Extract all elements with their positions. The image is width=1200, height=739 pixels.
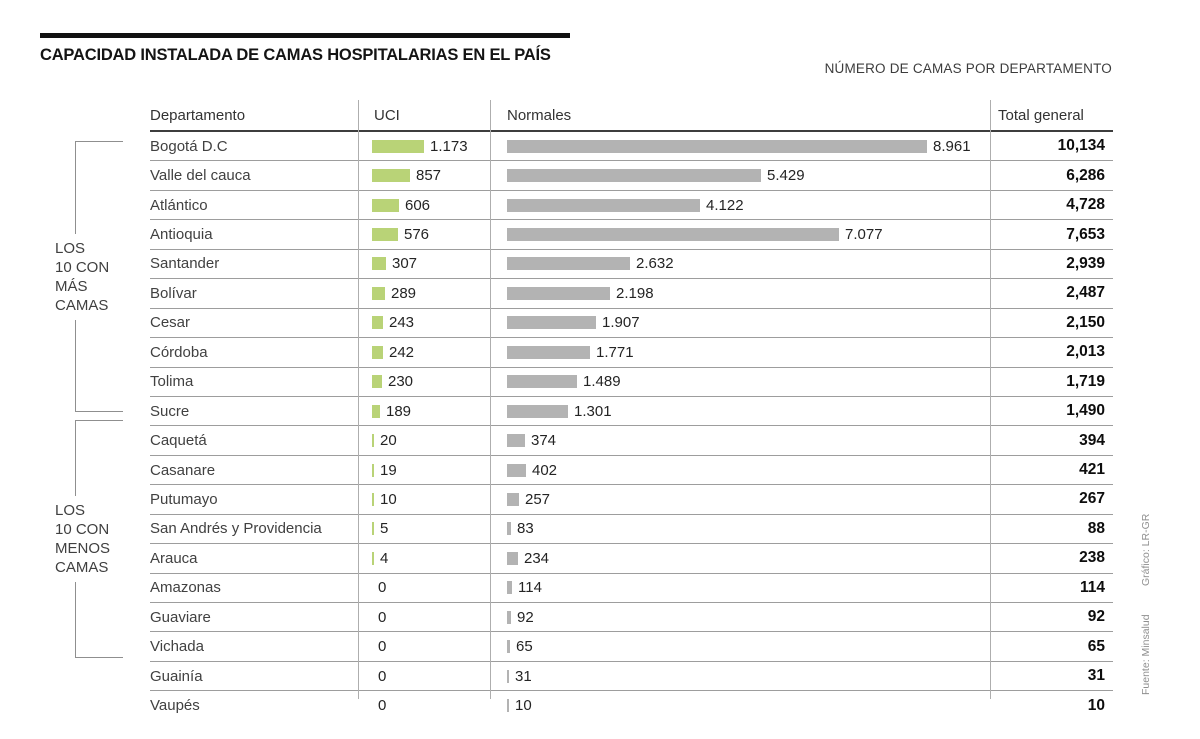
normales-value: 2.632 [636,255,674,273]
uci-cell [358,491,490,508]
department-name: Bogotá D.C [150,137,228,155]
department-name: Guainía [150,667,203,685]
uci-value: 20 [380,432,397,450]
uci-value: 857 [416,167,442,185]
normales-value: 1.489 [583,373,621,391]
header-normales: Normales [507,106,572,124]
uci-value: 289 [391,284,417,302]
table-header [150,100,1113,132]
uci-cell [358,226,490,243]
group-label-line: 10 CON [55,521,110,538]
uci-cell [358,314,490,331]
credit-text: Gráfico: LR-GR [1140,513,1152,586]
uci-cell [358,668,490,685]
normales-value: 1.907 [602,314,640,332]
uci-value: 242 [389,343,415,361]
normales-value: 114 [518,579,542,597]
uci-value: 4 [380,549,389,567]
uci-value: 19 [380,461,397,479]
uci-bar [372,169,410,182]
total-value: 65 [1087,637,1105,655]
table-row [150,603,1113,632]
uci-bar [372,287,385,300]
group-label-line: MENOS [55,540,111,557]
uci-value: 0 [378,697,387,715]
uci-cell [358,697,490,714]
normales-cell [490,668,990,685]
normales-bar [507,228,839,241]
department-name: Bolívar [150,284,197,302]
department-name: Amazonas [150,579,221,597]
normales-bar [507,434,525,447]
department-name: Santander [150,255,220,273]
uci-cell [358,285,490,302]
normales-bar [507,375,577,388]
department-name: Atlántico [150,196,208,214]
source-credit [1140,513,1156,695]
group-label-line: 10 CON [55,258,110,276]
normales-value: 83 [517,520,534,538]
group-label-line: LOS [55,502,86,519]
table-row [150,250,1113,279]
table-row [150,485,1113,514]
department-name: Sucre [150,402,190,420]
bracket-line [75,141,123,234]
uci-value: 0 [378,638,387,656]
uci-value: 10 [380,490,397,508]
uci-value: 576 [404,226,430,244]
normales-cell [490,697,990,714]
normales-value: 2.198 [616,284,654,302]
total-value: 421 [1079,461,1105,479]
department-name: Guaviare [150,608,211,626]
group-bracket-most-beds [55,141,123,412]
department-name: Casanare [150,461,216,479]
title-rule [40,33,570,38]
uci-cell [358,138,490,155]
total-value: 2,013 [1066,343,1105,361]
group-bracket-fewest-beds [55,420,123,658]
table-row [150,515,1113,544]
total-value: 2,487 [1066,284,1105,302]
table-row [150,220,1113,249]
table-row [150,397,1113,426]
normales-value: 374 [531,432,557,450]
uci-cell [358,520,490,537]
normales-bar [507,522,511,535]
total-value: 31 [1087,667,1105,685]
total-value: 394 [1079,431,1105,449]
total-value: 2,939 [1066,254,1105,272]
normales-cell [490,462,990,479]
bracket-line [75,420,123,496]
group-label-fewest-beds [55,496,123,582]
normales-cell [490,432,990,449]
total-value: 1,719 [1066,372,1105,390]
total-value: 92 [1087,608,1105,626]
group-label-line: CAMAS [55,296,109,314]
normales-bar [507,552,518,565]
normales-cell [490,373,990,390]
normales-value: 234 [524,549,550,567]
normales-cell [490,550,990,567]
uci-bar [372,199,399,212]
normales-cell [490,638,990,655]
total-value: 238 [1079,549,1105,567]
group-label-line: CAMAS [55,559,109,576]
uci-cell [358,638,490,655]
total-value: 88 [1087,519,1105,537]
normales-cell [490,255,990,272]
normales-value: 8.961 [933,137,971,155]
normales-bar [507,581,512,594]
uci-bar [372,464,374,477]
department-name: Arauca [150,549,198,567]
normales-value: 10 [515,697,532,715]
group-label-line: LOS [55,239,86,257]
normales-value: 4.122 [706,196,744,214]
total-value: 1,490 [1066,402,1105,420]
department-name: Córdoba [150,343,208,361]
normales-cell [490,609,990,626]
table-row [150,544,1113,573]
uci-cell [358,167,490,184]
normales-bar [507,493,519,506]
page-subtitle: NÚMERO DE CAMAS POR DEPARTAMENTO [824,61,1112,76]
normales-bar [507,316,596,329]
header-total-general: Total general [998,106,1084,124]
group-label-most-beds [55,234,123,320]
total-value: 114 [1079,578,1105,596]
normales-bar [507,640,510,653]
department-name: Cesar [150,314,191,332]
column-divider [990,100,991,699]
department-name: San Andrés y Providencia [150,520,322,538]
normales-bar [507,169,761,182]
department-name: Vichada [150,638,204,656]
department-name: Caquetá [150,432,207,450]
department-name: Antioquia [150,226,213,244]
uci-value: 1.173 [430,137,468,155]
total-value: 6,286 [1066,166,1105,184]
normales-bar [507,464,526,477]
normales-cell [490,579,990,596]
normales-bar [507,405,568,418]
uci-bar [372,434,374,447]
uci-bar [372,140,424,153]
department-name: Vaupés [150,697,200,715]
source-text: Fuente: Minsalud [1140,614,1152,695]
uci-cell [358,197,490,214]
table-body [150,132,1113,720]
uci-value: 5 [380,520,389,538]
uci-bar [372,405,380,418]
normales-value: 7.077 [845,226,883,244]
column-divider [358,100,359,699]
normales-bar [507,699,509,712]
normales-cell [490,520,990,537]
normales-value: 1.771 [596,343,634,361]
uci-value: 606 [405,196,431,214]
normales-cell [490,403,990,420]
header-uci: UCI [374,106,400,124]
uci-cell [358,579,490,596]
uci-value: 189 [386,402,412,420]
table-row [150,279,1113,308]
table-row [150,691,1113,719]
uci-bar [372,257,386,270]
uci-value: 0 [378,579,387,597]
total-value: 10 [1087,696,1105,714]
uci-cell [358,255,490,272]
uci-bar [372,228,398,241]
normales-value: 5.429 [767,167,805,185]
uci-cell [358,432,490,449]
uci-bar [372,552,374,565]
normales-bar [507,140,927,153]
total-value: 267 [1079,490,1105,508]
table-row [150,426,1113,455]
normales-bar [507,257,630,270]
uci-bar [372,375,382,388]
normales-bar [507,287,610,300]
normales-cell [490,226,990,243]
bracket-line [75,320,123,413]
header-departamento: Departamento [150,106,246,124]
normales-cell [490,167,990,184]
total-value: 10,134 [1057,137,1105,155]
department-name: Valle del cauca [150,167,251,185]
table-row [150,368,1113,397]
table-row [150,632,1113,661]
page-title: CAPACIDAD INSTALADA DE CAMAS HOSPITALARIAS EN EL PAÍS [40,46,551,64]
normales-value: 65 [516,638,533,656]
uci-value: 307 [392,255,418,273]
normales-value: 92 [517,608,534,626]
table-row [150,574,1113,603]
normales-value: 402 [532,461,558,479]
normales-cell [490,197,990,214]
column-divider [490,100,491,699]
table-row [150,161,1113,190]
bracket-line [75,582,123,658]
normales-cell [490,285,990,302]
total-value: 2,150 [1066,313,1105,331]
uci-cell [358,373,490,390]
normales-cell [490,344,990,361]
total-value: 7,653 [1066,225,1105,243]
uci-bar [372,522,374,535]
normales-cell [490,491,990,508]
normales-bar [507,670,509,683]
uci-cell [358,550,490,567]
table-row [150,191,1113,220]
normales-value: 31 [515,667,532,685]
uci-cell [358,403,490,420]
uci-value: 0 [378,608,387,626]
uci-value: 230 [388,373,414,391]
normales-value: 257 [525,490,551,508]
normales-bar [507,199,700,212]
normales-bar [507,611,511,624]
department-name: Putumayo [150,490,218,508]
table-row [150,338,1113,367]
normales-value: 1.301 [574,402,612,420]
department-name: Tolima [150,373,194,391]
normales-bar [507,346,590,359]
total-value: 4,728 [1066,196,1105,214]
uci-bar [372,493,374,506]
uci-cell [358,609,490,626]
uci-bar [372,346,383,359]
table-row [150,456,1113,485]
normales-cell [490,314,990,331]
beds-table [150,100,1113,715]
uci-bar [372,316,383,329]
uci-value: 243 [389,314,415,332]
table-row [150,662,1113,691]
uci-value: 0 [378,667,387,685]
group-label-line: MÁS [55,277,88,295]
table-row [150,309,1113,338]
table-row [150,132,1113,161]
normales-cell [490,138,990,155]
uci-cell [358,462,490,479]
uci-cell [358,344,490,361]
